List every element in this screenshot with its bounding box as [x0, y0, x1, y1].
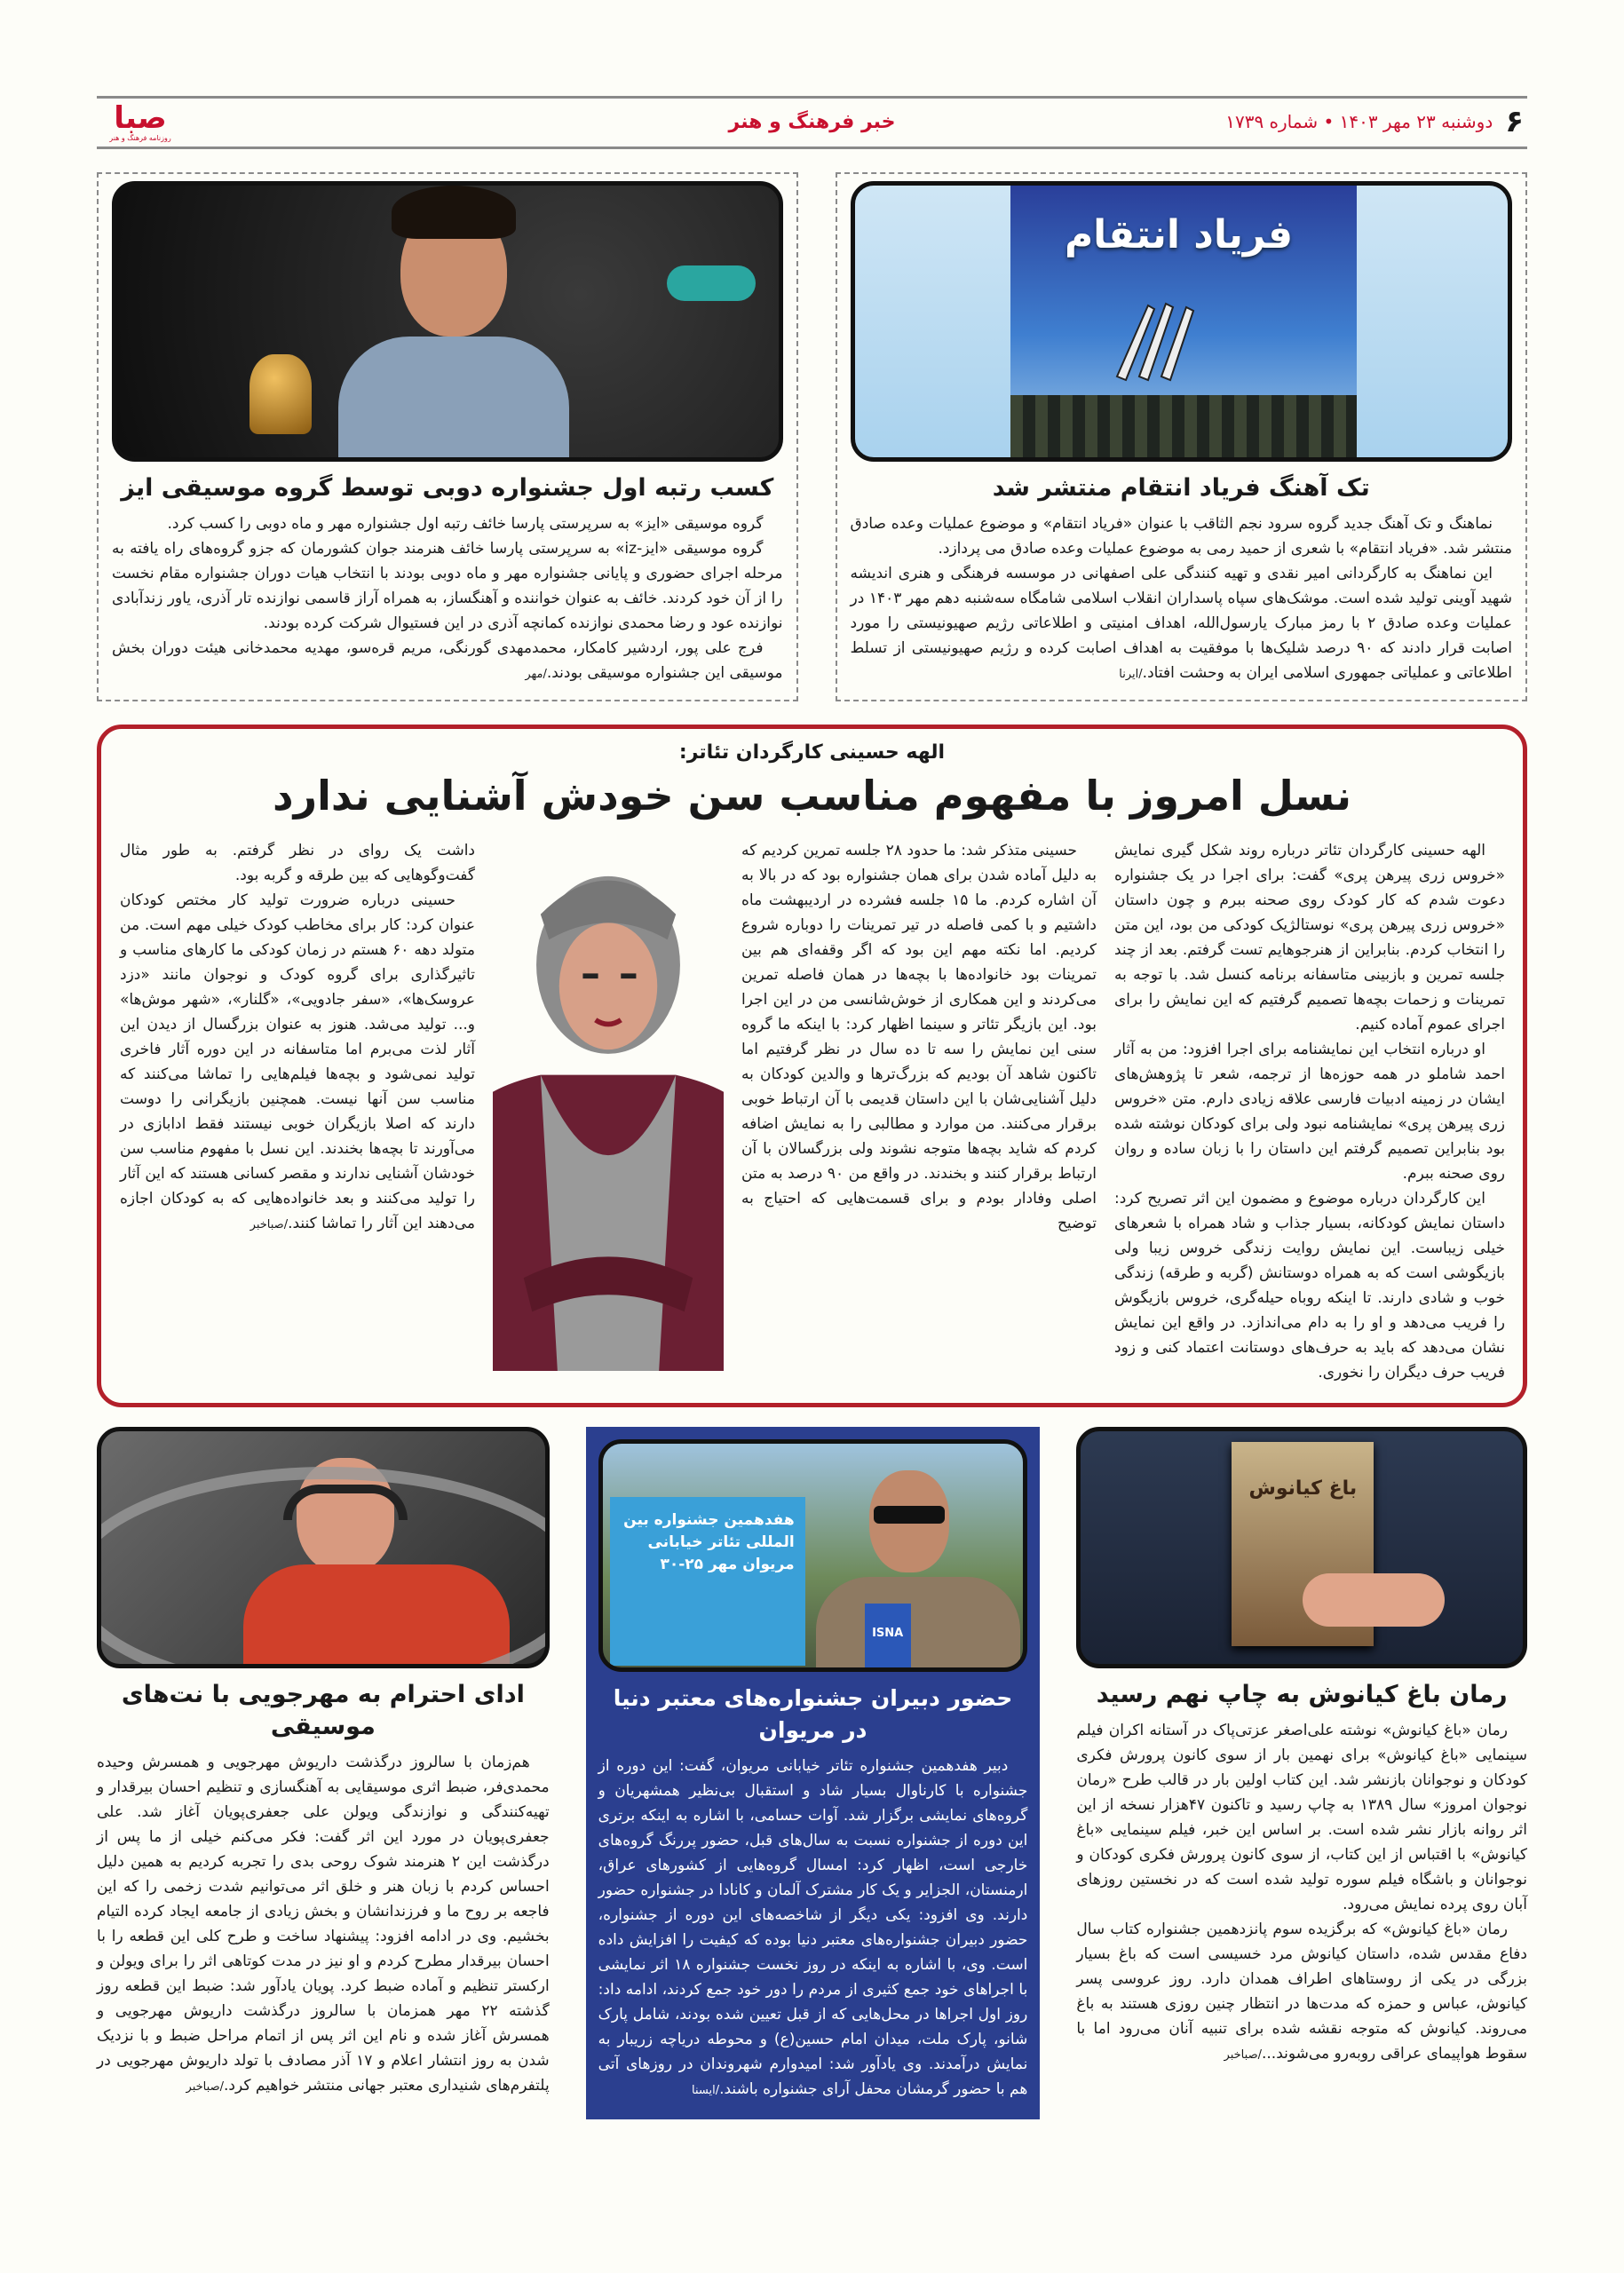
page-number: ۶ [1505, 104, 1524, 139]
body-mehrjui: هم‌زمان با سالروز درگذشت داریوش مهرجویی و همسرش وحیده محمدی‌فر، ضبط اثری موسیقایی به آهنگسازی و تنظیم احسان بیرقدار و تهیه‌کنندگی و نوازندگی ویولن علی جعفری‌پویان آغاز شد. علی جعفری‌پویان در مورد این اثر گفت: فکر می‌کنم خیلی از ما پس از درگذشت این ۲ هنرمند شوک روحی بدی را تجربه کردیم به همین دلیل احساس کردم با زبان هنر و خلق اثر می‌توانیم شدت زخمی را که این فاجعه بر روح ما و فرزندانشان و بخش زیادی از جامعه ایجاد کرده التیام بخشیم. وی در ادامه افزود: پیشنهاد ساخت و طرح کلی این قطعه را با احسان بیرقدار مطرح کردم و او نیز در مدت کوتاهی اثر را برای ویولن و ارکستر تنظیم و آماده ضبط کرد. پویان یادآور شد: ضبط این قطعه روز گذشته ۲۲ مهر همزمان با سالروز درگذشت داریوش مهرجویی و همسرش آغاز شده و نام این اثر پس از اتمام مراحل ضبط و با نزدیک شدن به روز انتشار اعلام و ۱۷ آذر مصادف با تولد داریوش مهرجویی در پلتفرم‌های شنیداری معتبر جهانی منتشر خواهیم کرد./صباخبر [97, 1754, 550, 2095]
sunglasses [874, 1506, 945, 1524]
person-jacket [816, 1577, 1020, 1672]
main-kicker: الهه حسینی کارگردان تئاتر: [678, 741, 946, 764]
festival-logo [667, 265, 756, 301]
page-info [1225, 104, 1524, 139]
article-faryad [836, 172, 1528, 701]
section-title: خبر فرهنگ و هنر [728, 111, 896, 133]
main-col-right: الهه حسینی کارگردان تئاتر درباره روند شکل گیری نمایش «خروس زری پیرهن پری» گفت: برای اجرا در یک جشنواره دعوت شدم که کار کودک روی صحنه ببرم و چون داستان «خروس زری پیرهن پری» نوستالژیک کودکی من بود، این متن را انتخاب کردم. بنابراین از هنرجوهایم تست گرفتم. بعد از چند جلسه تمرین و بازبینی متاسفانه برنامه کنسل شد. با توجه به تمرینات و زحمات بچه‌ها تصمیم گرفتیم که این نمایش را برای اجرای عموم آماده کنیم. او درباره انتخاب این نمایشنامه برای اجرا افزود: من به آثار احمد شاملو در همه حوزه‌ها از ترجمه، شعر تا پژوهش‌های ایشان در زمینه ادبیات فارسی علاقه زیادی دارم. متن «خروس زری پیرهن پری» نمایشنامه نبود ولی برای کودکان نوشته شده بود بنابراین تصمیم گرفتم این داستان را با زبان ساده و روان روی صحنه ببرم. این کارگردان درباره موضوع و مضمون این اثر تصریح کرد: داستان نمایش کودکانه، بسیار جذاب و شاد همراه با شعرهای خیلی زیباست. این نمایش روایت زندگی خروس زیبا ولی بازیگوشی است که به همراه دوستانش (گربه و طرقه) زندگی خوب و شادی دارند. تا اینکه روباه حیله‌گری، خروس بازیگوش را فریب می‌دهد و او را به دام می‌اندازد. در واقع این نمایش نشان می‌دهد که باید به حرف‌های دوستانت اعتماد کنی و زود فریب حرف دیگران را نخوری. [1114, 842, 1505, 1382]
iz-group-photo [112, 181, 783, 462]
poster: فریاد انتقام [1010, 186, 1357, 457]
book-cover: باغ کیانوش [1232, 1442, 1374, 1646]
headline-mehrjui: ادای احترام به مهرجویی با نت‌های موسیقی [121, 1681, 525, 1740]
kianoush-book-photo [1076, 1427, 1527, 1668]
person-hair [392, 186, 516, 239]
main-headline: نسل امروز با مفهوم مناسب سن خودش آشنایی ندارد [273, 772, 1351, 820]
date-issue: دوشنبه ۲۳ مهر ۱۴۰۳ • شماره ۱۷۳۹ [1225, 111, 1493, 132]
headline-kianoush: رمان باغ کیانوش به چاپ نهم رسید [1096, 1681, 1508, 1708]
top-row [97, 172, 1527, 701]
marivan-interview-photo [598, 1439, 1028, 1672]
headline-marivan: حضور دبیران جشنواره‌های معتبر دنیا در مریوان [613, 1685, 1013, 1743]
person-shirt [338, 337, 569, 461]
hands [1303, 1573, 1445, 1627]
body-iz: گروه موسیقی «ایز» به سرپرستی پارسا خائف رتبه اول جشنواره مهر و ماه دوبی را کسب کرد. گروه موسیقی «ایز-iz» به سرپرستی پارسا خائف هنرمند جوان کشورمان که جزو گروه‌های راه یافته به مرحله اجرای حضوری و پایانی جشنواره مهر و ماه دوبی بودند با انتخاب هیات دوران جشنواره مقام نخست را از آن خود کردند. خائف به عنوان خواننده و آهنگساز، به همراه آراز قاسمی نوازنده تار آذری، یاور زندآبادی نوازنده عود و رضا محمدی نوازنده کمانچه آذری در این فستیوال شرکت کرده بودند. فرج علی پور، اردشیر کامکار، محمدمهدی گورنگی، مریم قره‌سو، مهدیه محمدخانی هیئت دوران بخش موسیقی این جشنواره موسیقی بودند./مهر [112, 515, 783, 682]
mehrjui-tribute-photo [97, 1427, 550, 1668]
isna-mic: ISNA [865, 1604, 911, 1667]
main-col-left: داشت یک روای در نظر گرفتم. به طور مثال گفت‌وگوهایی که بین طرقه و گربه بود. حسینی درباره ضرورت تولید کار مختص کودکان عنوان کرد: کار برای مخاطب کودک خیلی مهم است. من متولد دهه ۶۰ هستم در زمان کودکی ما کارهای مناسب و تاثیرگذاری برای گروه کودک و نوجوان مانند «دزد عروسک‌ها»، «سفر جادویی»، «گلنار»، «شهر موش‌ها» و... تولید می‌شد. هنوز به عنوان بزرگسال از دیدن این آثار لذت می‌برم اما متاسفانه در این دوره آثار فاخری تولید نمی‌شود و بچه‌ها فیلم‌هایی را تماشا می‌کنند که مناسب سن آنها نیست. همچنین بازیگرانی را دوست دارند که اصلا بازیگران خوبی نیستند فقط ادابازی در می‌آورند تا بچه‌ها بخندند. این نسل با مفهوم مناسب سن خودشان آشنایی ندارند و مقصر کسانی هستند که این آثار را تولید می‌کنند و بعد خانواده‌هایی که به کودکان اجازه می‌دهند این آثار را تماشا کنند./صباخبر [120, 842, 476, 1232]
article-kianoush [1076, 1427, 1527, 2119]
faryad-poster-photo [851, 181, 1513, 462]
article-mehrjui [97, 1427, 550, 2119]
choir-group [1010, 395, 1357, 457]
body-faryad: نماهنگ و تک آهنگ جدید گروه سرود نجم الثاقب با عنوان «فریاد انتقام» و موضوع عملیات وعده صادق منتشر شد. «فریاد انتقام» با شعری از حمید رمی به موضوع عملیات وعده صادق می پردازد. این نماهنگ به کارگردانی امیر نقدی و تهیه کنندگی علی اصفهانی در موسسه فرهنگی و هنری اندیشه شهید آوینی تولید شده است. موشک‌های سپاه پاسداران انقلاب اسلامی شامگاه سه‌شنبه دهم مهر ۱۴۰۳ در عملیات وعده صادق ۲ با رمز مبارک یارسول‌الله، اهداف امنیتی و اطلاعاتی رژیم صهیونیستی را مورد اصابت قرار دادند که ۹۰ درصد شلیک‌ها با موفقیت به اهداف اصابت کرده و رژیم صهیونیستی از تسلط اطلاعاتی و عملیاتی جمهوری اسلامی ایران به وحشت افتاد./ایرنا [850, 515, 1513, 682]
headline-faryad: تک آهنگ فریاد انتقام منتشر شد [992, 474, 1370, 502]
festival-banner: هفدهمین جشنواره بین المللی تئاتر خیابانی مریوان مهر ۲۵-۳۰ [610, 1497, 805, 1666]
portrait-elahe-hosseini [493, 838, 724, 1371]
headline-iz: کسب رتبه اول جشنواره دوبی توسط گروه موسیقی ایز [121, 474, 774, 502]
bottom-row [97, 1427, 1527, 2119]
missile-icon [1099, 288, 1206, 385]
body-kianoush: رمان «باغ کیانوش» نوشته علی‌اصغر عزتی‌پاک در آستانه اکران فیلم سینمایی «باغ کیانوش» برای نهمین بار از سوی کانون پرورش فکری کودکان و نوجوانان بازنشر شد. این کتاب اولین بار در قالب طرح «رمان نوجوان امروز» سال ۱۳۸۹ به چاپ رسید و تاکنون ۴۷هزار نسخه از این اثر روانه بازار نشر شده است. بر اساس این خبر، فیلم سینمایی «باغ کیانوش» با اقتباس از این کتاب، از سوی کانون پرورش فکری کودکان و نوجوانان و باشگاه فیلم سوره تولید شده است که در نخستین روزهای آبان روی پرده نمایش می‌رود. رمان «باغ کیانوش» که برگزیده سوم پانزدهمین جشنواره کتاب سال دفاع مقدس شده، داستان کیانوش مرد خسیسی است که باغ بسیار بزرگی در یکی از روستاهای اطراف همدان دارد. روز عروسی پسر کیانوش، عباس و حمزه که مدت‌ها در انتظار چنین روزی هستند به باغ می‌روند. کیانوش که متوجه نقشه شده برای تنبیه آنان می‌رود اما با سقوط هواپیمای عراقی روبه‌رو می‌شوند.../صباخبر [1076, 1722, 1527, 2063]
page-header [97, 96, 1527, 149]
article-iz [97, 172, 798, 701]
main-columns [119, 838, 1505, 1385]
trophy-icon [250, 354, 312, 434]
body-marivan: دبیر هفدهمین جشنواره تئاتر خیابانی مریوان، گفت: این دوره از جشنواره با کارناوال بسیار شاد و استقبال بی‌نظیر همشهریان و گروه‌های نمایشی برگزار شد. آوات حسامی، با اشاره به اینکه برتری این دوره از جشنواره نسبت به سال‌های قبل، حضور پررنگ گروه‌های خارجی است، اظهار کرد: امسال گروه‌هایی از کشورهای عراق، ارمنستان، الجزایر و یک کار مشترک آلمان و کانادا در جشنواره حضور دارند. وی افزود: یکی دیگر از شاخصه‌های این دوره از جشنواره، حضور دبیران جشنواره‌های معتبر دنیا بوده که کیفیت را افزایش داده است. وی، با اشاره به اینکه در روز نخست جشنواره ۱۸ اثر نمایشی با اجراهای خود جمع کثیری از مردم را دور خود جمع کردند، ادامه داد: روز اول اجراها در محل‌هایی که از قبل تعیین شده بودند، شامل پارک شانو، پارک ملت، میدان امام حسین(ع) و محوطه دریاچه زریبار به نمایش درآمدند. وی یادآور شد: امیدوارم شهروندان در روزهای آتی هم با حضور گرمشان محفل آرای جشنواره باشند./ایسنا [598, 1757, 1028, 2098]
instrument-curve [97, 1467, 550, 1668]
article-main [97, 725, 1527, 1407]
logo[interactable]: صبا روزنامه فرهنگ و هنر [109, 100, 171, 142]
main-col-middle: حسینی متذکر شد: ما حدود ۲۸ جلسه تمرین کردیم که به دلیل آماده شدن برای همان جشنواره بود که در بالا به آن اشاره کردم. ما ۱۵ جلسه فشرده در اردیبهشت ماه داشتیم و با کمی فاصله در تیر تمرینات را دوباره شروع کردیم. اما نکته مهم این بود که اگر وقفه‌ای هم بین تمرینات بود خانواده‌ها با بچه‌ها در همان فاصله تمرین می‌کردند و این همکاری از خوش‌شانسی من در این اجرا بود. این بازیگر تئاتر و سینما اظهار کرد: با اینکه ما گروه سنی این نمایش را سه تا ده سال در نظر گرفتیم اما تاکنون شاهد آن بودیم که بزرگ‌ترها و والدین کودکان به دلیل آشنایی‌شان با این داستان قدیمی با آن ارتباط خوبی برقرار می‌کنند. من موارد و مطالبی را به نمایش اضافه کردم که شاید بچه‌ها متوجه نشوند ولی بزرگسالان با آن ارتباط برقرار کنند و بخندند. در واقع من ۹۰ درصد به متن اصلی وفادار بودم و برای قسمت‌هایی که احتیاج به توضیح [741, 842, 1097, 1232]
article-marivan [586, 1427, 1041, 2119]
